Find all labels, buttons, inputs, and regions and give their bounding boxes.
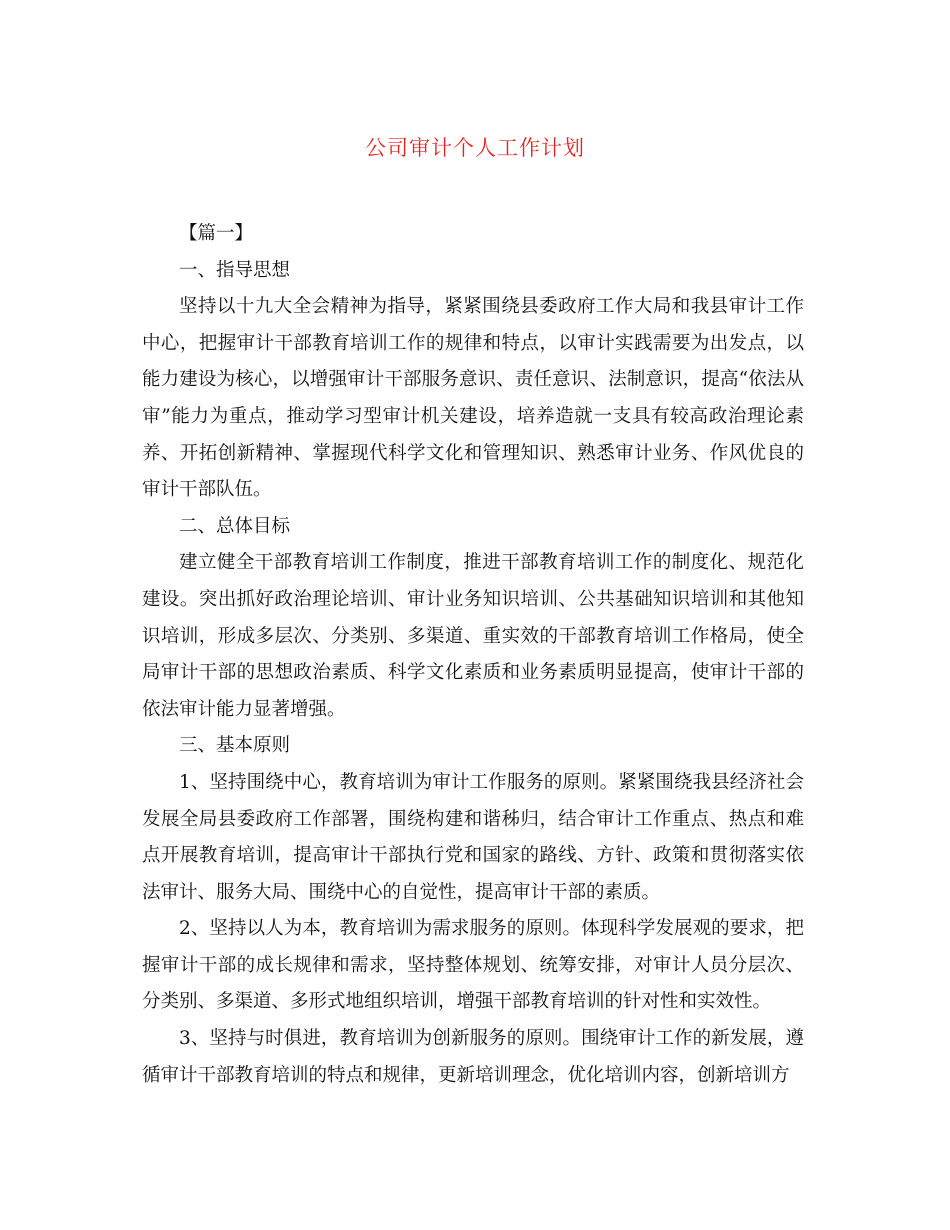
paragraph-guiding-thought: 坚持以十九大全会精神为指导，紧紧围绕县委政府工作大局和我县审计工作中心，把握审计干部教育培训工作的规律和特点，以审计实践需要为出发点，以能力建设为核心，以增强审计干部服务意识、责任意识、法制意识，提高“依法从审”能力为重点，推动学习型审计机关建设，培养造就一支具有较高政治理论素养、开拓创新精神、掌握现代科学文化和管理知识、熟悉审计业务、作风优良的审计干部队伍。 bbox=[142, 296, 804, 501]
paragraph-principle-3: 3、坚持与时俱进，教育培训为创新服务的原则。围绕审计工作的新发展，遵循审计干部教育培训的特点和规律，更新培训理念，优化培训内容，创新培训方 bbox=[142, 1028, 804, 1086]
section-heading-basic-principles: 三、基本原则 bbox=[179, 735, 291, 757]
paragraph-principle-2: 2、坚持以人为本，教育培训为需求服务的原则。体现科学发展观的要求，把握审计干部的成长规律和需求，坚持整体规划、统筹安排，对审计人员分层次、分类别、多渠道、多形式地组织培训，增强干部教育培训的针对性和实效性。 bbox=[142, 918, 804, 1013]
paragraph-overall-goal: 建立健全干部教育培训工作制度，推进干部教育培训工作的制度化、规范化建设。突出抓好政治理论培训、审计业务知识培训、公共基础知识培训和其他知识培训，形成多层次、分类别、多渠道、重实效的干部教育培训工作格局，使全局审计干部的思想政治素质、科学文化素质和业务素质明显提高，使审计干部的依法审计能力显著增强。 bbox=[142, 552, 804, 720]
document-title: 公司审计个人工作计划 bbox=[365, 136, 585, 160]
section-heading-pian-yi: 【篇一】 bbox=[179, 223, 254, 244]
section-heading-overall-goal: 二、总体目标 bbox=[179, 515, 291, 537]
section-heading-guiding-thought: 一、指导思想 bbox=[179, 259, 291, 281]
paragraph-principle-1: 1、坚持围绕中心，教育培训为审计工作服务的原则。紧紧围绕我县经济社会发展全局县委政府工作部署，围绕构建和谐秭归，结合审计工作重点、热点和难点开展教育培训，提高审计干部执行党和国家的路线、方针、政策和贯彻落实依法审计、服务大局、围绕中心的自觉性，提高审计干部的素质。 bbox=[142, 771, 804, 903]
document-body bbox=[142, 216, 804, 1094]
